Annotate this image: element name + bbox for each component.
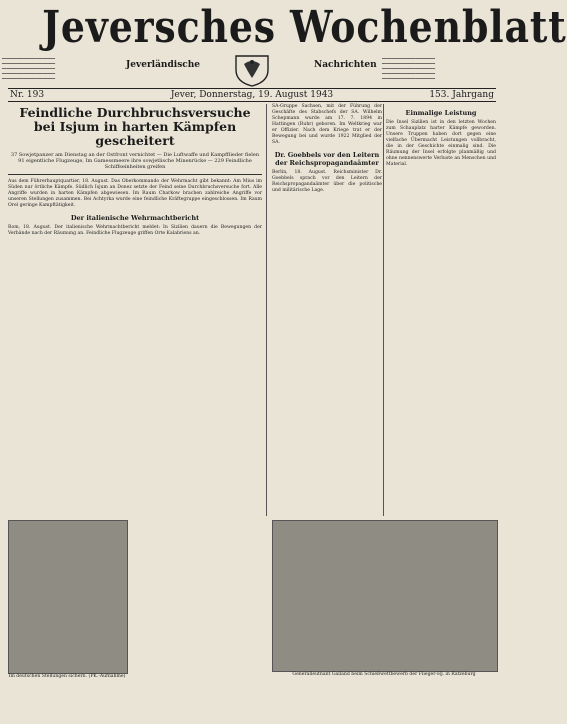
issue-info-bar [8,88,496,102]
masthead-subtitle-left: Jeverländische [126,60,201,70]
column-body: SA-Gruppe Sachsen, mit der Führung der Geschäfte des Stabschefs der SA. Wilhelm Schepmann wurde am 17. 7. 1894 in Hattingen (Ruhr) geboren. Im Weltkrieg war er Offizier. Nach dem Kriege trat er der Bewegung bei und wurde 1922 Mitglied der SA. [272,104,382,145]
main-deck: 37 Sowjetpanzer am Dienstag an der Ostfront vernichtet — Die Luftwaffe und Kampfflieder fielen 91 eigentliche Flugzeuge, Im Gamessmeere ihre sowjetlische Minenrücke — 229 Feindliche Schiffseinheiten greifen [10,152,260,170]
section-title: Einmalige Leistung [405,109,477,117]
middle-column [272,104,382,194]
newspaper-title: Jeversches Wochenblatt [42,2,567,53]
issue-date: Jever, Donnerstag, 19. August 1943 [170,90,334,100]
section-title: Der italienische Wehrmachtbericht [70,214,200,222]
main-headline: Feindliche Durchbruchsversuche bei Isjum in harten Kämpfen gescheitert [19,105,251,148]
masthead-subtitle-right: Nachrichten [314,60,377,70]
section-body: Berlin, 18. August. Reichsminister Dr. Goebbels sprach vor den Leitern der Reichspropagandaämter über die politische und militärische Lage. [272,170,382,193]
issue-number: Nr. 193 [10,90,45,100]
masthead-left-notice: ━━━━━━━━━━━━━━━━━━━━━━ ━━━━━━━━━━━━━━━━━━━━━━ ━━━━━━━━━━━━━━━━━━━━━━ ━━━━━━━━━━━━━━━━━━━━━━ ━━━━━━━━━━━━━━━━━━━━━━ [2,56,55,81]
masthead-right-notice: ━━━━━━━━━━━━━━━━━━━━━━ ━━━━━━━━━━━━━━━━━━━━━━ ━━━━━━━━━━━━━━━━━━━━━━ ━━━━━━━━━━━━━━━━━━━━━━ ━━━━━━━━━━━━━━━━━━━━━━ [382,56,435,81]
news-photo [272,520,498,672]
column-divider [266,104,267,516]
masthead [8,2,567,54]
right-column [386,104,496,168]
section-title: Dr. Goebbels vor den Leitern der Reichspropagandaämter [274,151,380,167]
news-photo [8,520,128,674]
divider [8,174,262,175]
main-column [8,104,262,237]
coat-of-arms-icon [226,52,278,88]
issue-year: 153. Jahrgang [429,90,494,100]
photo-caption: Im deutschen Stellungen sichern. (PK.-Aufnahme) [8,674,126,679]
column-divider [383,104,384,516]
column-body: Die Insel Sizilien ist in den letzten Wochen zum Schauplatz harter Kämpfe geworden. Unsere Truppen haben dort gegen eine vielfache Übermacht Leistungen vollbracht, die in der Geschichte einmalig sind. Die Räumung der Insel erfolgte planmäßig und ohne nennenswerte Verluste an Menschen und Material. [386,120,496,167]
photo-caption: Generalleutnant Galland beim Schießwettbewerb der Flieger-HJ. in Ratzeburg [292,672,476,677]
main-article-body: Aus dem Führerhauptquartier, 18. August. Das Oberkommando der Wehrmacht gibt bekannt: Am Mius im Süden nur örtliche Kämpfe. Südlich Isjum an Donez setzte der Feind seine Durchbruchsversuche fort. Alle Angriffe wurden in harten Kämpfen abgewiesen. Im Raum Charkow brachen zahlreiche Angriffe vor unseren Stellungen zusammen. Bei Achtyrka wurde eine feindliche Kräftegruppe eingeschlossen. Im Raum Orel geringe Kampftätigkeit. [8,179,262,208]
section-body: Rom, 18. August. Der italienische Wehrmachtbericht meldet: In Sizilien dauern die Bewegungen der Verbände nach der Räumung an. Feindliche Flugzeuge griffen Orte Kalabriens an. [8,225,262,236]
